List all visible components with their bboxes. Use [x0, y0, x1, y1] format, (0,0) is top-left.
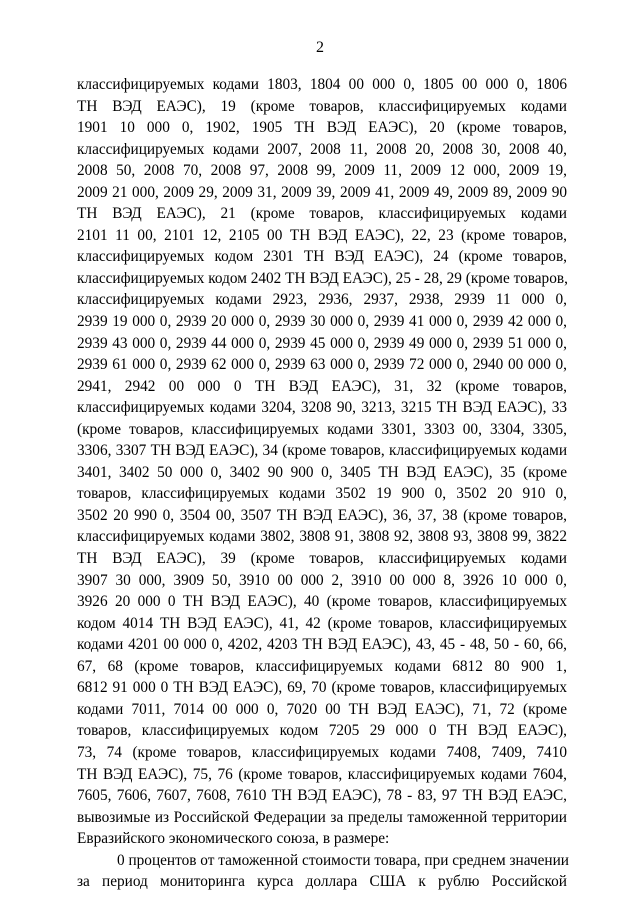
- text-line: товаров, классифицируемых кодом 7205 29 000 0 ТН ВЭД ЕАЭС),: [77, 722, 567, 740]
- text-line: ТН ВЭД ЕАЭС), 75, 76 (кроме товаров, классифицируемых кодами 7604,: [77, 765, 567, 783]
- text-line: 1901 10 000 0, 1902, 1905 ТН ВЭД ЕАЭС), 20 (кроме товаров,: [77, 119, 567, 137]
- text-line: классифицируемых кодом 2402 ТН ВЭД ЕАЭС), 25 - 28, 29 (кроме товаров,: [77, 269, 568, 287]
- page-number: 2: [316, 39, 324, 56]
- text-line: (кроме товаров, классифицируемых кодами 3301, 3303 00, 3304, 3305,: [77, 420, 567, 438]
- text-line: 7605, 7606, 7607, 7608, 7610 ТН ВЭД ЕАЭС), 78 - 83, 97 ТН ВЭД ЕАЭС,: [77, 787, 567, 805]
- text-line: 3907 30 000, 3909 50, 3910 00 000 2, 3910 00 000 8, 3926 10 000 0,: [77, 571, 567, 589]
- text-line: 2009 21 000, 2009 29, 2009 31, 2009 39, 2009 41, 2009 49, 2009 89, 2009 90: [77, 183, 567, 201]
- text-line: 0 процентов от таможенной стоимости товара, при среднем значении: [117, 851, 569, 869]
- body-text: [77, 74, 567, 893]
- text-line: 67, 68 (кроме товаров, классифицируемых кодами 6812 80 900 1,: [77, 657, 567, 675]
- text-line: 2008 50, 2008 70, 2008 97, 2008 99, 2009 11, 2009 12 000, 2009 19,: [77, 162, 567, 180]
- text-line: ТН ВЭД ЕАЭС), 39 (кроме товаров, классифицируемых кодами: [77, 550, 567, 568]
- text-line: 2941, 2942 00 000 0 ТН ВЭД ЕАЭС), 31, 32 (кроме товаров,: [77, 377, 567, 395]
- text-line: 3926 20 000 0 ТН ВЭД ЕАЭС), 40 (кроме товаров, классифицируемых: [77, 593, 567, 611]
- text-line: 3306, 3307 ТН ВЭД ЕАЭС), 34 (кроме товаров, классифицируемых кодами: [77, 442, 567, 460]
- text-line: 2101 11 00, 2101 12, 2105 00 ТН ВЭД ЕАЭС), 22, 23 (кроме товаров,: [77, 226, 567, 244]
- text-line: классифицируемых кодами 3204, 3208 90, 3213, 3215 ТН ВЭД ЕАЭС), 33: [77, 399, 567, 417]
- text-line: Евразийского экономического союза, в размере:: [77, 830, 390, 848]
- text-line: кодом 4014 ТН ВЭД ЕАЭС), 41, 42 (кроме товаров, классифицируемых: [77, 614, 567, 632]
- text-line: за период мониторинга курса доллара США к рублю Российской: [77, 873, 567, 891]
- text-line: кодами 7011, 7014 00 000 0, 7020 00 ТН ВЭД ЕАЭС), 71, 72 (кроме: [77, 700, 567, 718]
- text-line: классифицируемых кодами 2007, 2008 11, 2008 20, 2008 30, 2008 40,: [77, 140, 567, 158]
- text-line: 73, 74 (кроме товаров, классифицируемых кодами 7408, 7409, 7410: [77, 743, 567, 761]
- text-line: 3401, 3402 50 000 0, 3402 90 900 0, 3405 ТН ВЭД ЕАЭС), 35 (кроме: [77, 463, 567, 481]
- text-line: 2939 19 000 0, 2939 20 000 0, 2939 30 000 0, 2939 41 000 0, 2939 42 000 0,: [77, 313, 567, 331]
- text-line: классифицируемых кодом 2301 ТН ВЭД ЕАЭС), 24 (кроме товаров,: [77, 248, 567, 266]
- text-line: классифицируемых кодами 3802, 3808 91, 3808 92, 3808 93, 3808 99, 3822: [77, 528, 567, 546]
- text-line: вывозимые из Российской Федерации за пределы таможенной территории: [77, 808, 567, 826]
- text-line: ТН ВЭД ЕАЭС), 21 (кроме товаров, классифицируемых кодами: [77, 205, 567, 223]
- text-line: 6812 91 000 0 ТН ВЭД ЕАЭС), 69, 70 (кроме товаров, классифицируемых: [77, 679, 567, 697]
- text-line: товаров, классифицируемых кодами 3502 19 900 0, 3502 20 910 0,: [77, 485, 567, 503]
- text-line: ТН ВЭД ЕАЭС), 19 (кроме товаров, классифицируемых кодами: [77, 97, 567, 115]
- text-line: классифицируемых кодами 2923, 2936, 2937, 2938, 2939 11 000 0,: [77, 291, 567, 309]
- text-line: 2939 61 000 0, 2939 62 000 0, 2939 63 000 0, 2939 72 000 0, 2940 00 000 0,: [77, 356, 567, 374]
- text-line: классифицируемых кодами 1803, 1804 00 000 0, 1805 00 000 0, 1806: [77, 76, 567, 93]
- text-line: кодами 4201 00 000 0, 4202, 4203 ТН ВЭД ЕАЭС), 43, 45 - 48, 50 - 60, 66,: [77, 636, 567, 654]
- text-line: 3502 20 990 0, 3504 00, 3507 ТН ВЭД ЕАЭС), 36, 37, 38 (кроме товаров,: [77, 506, 567, 524]
- text-line: 2939 43 000 0, 2939 44 000 0, 2939 45 000 0, 2939 49 000 0, 2939 51 000 0,: [77, 334, 567, 352]
